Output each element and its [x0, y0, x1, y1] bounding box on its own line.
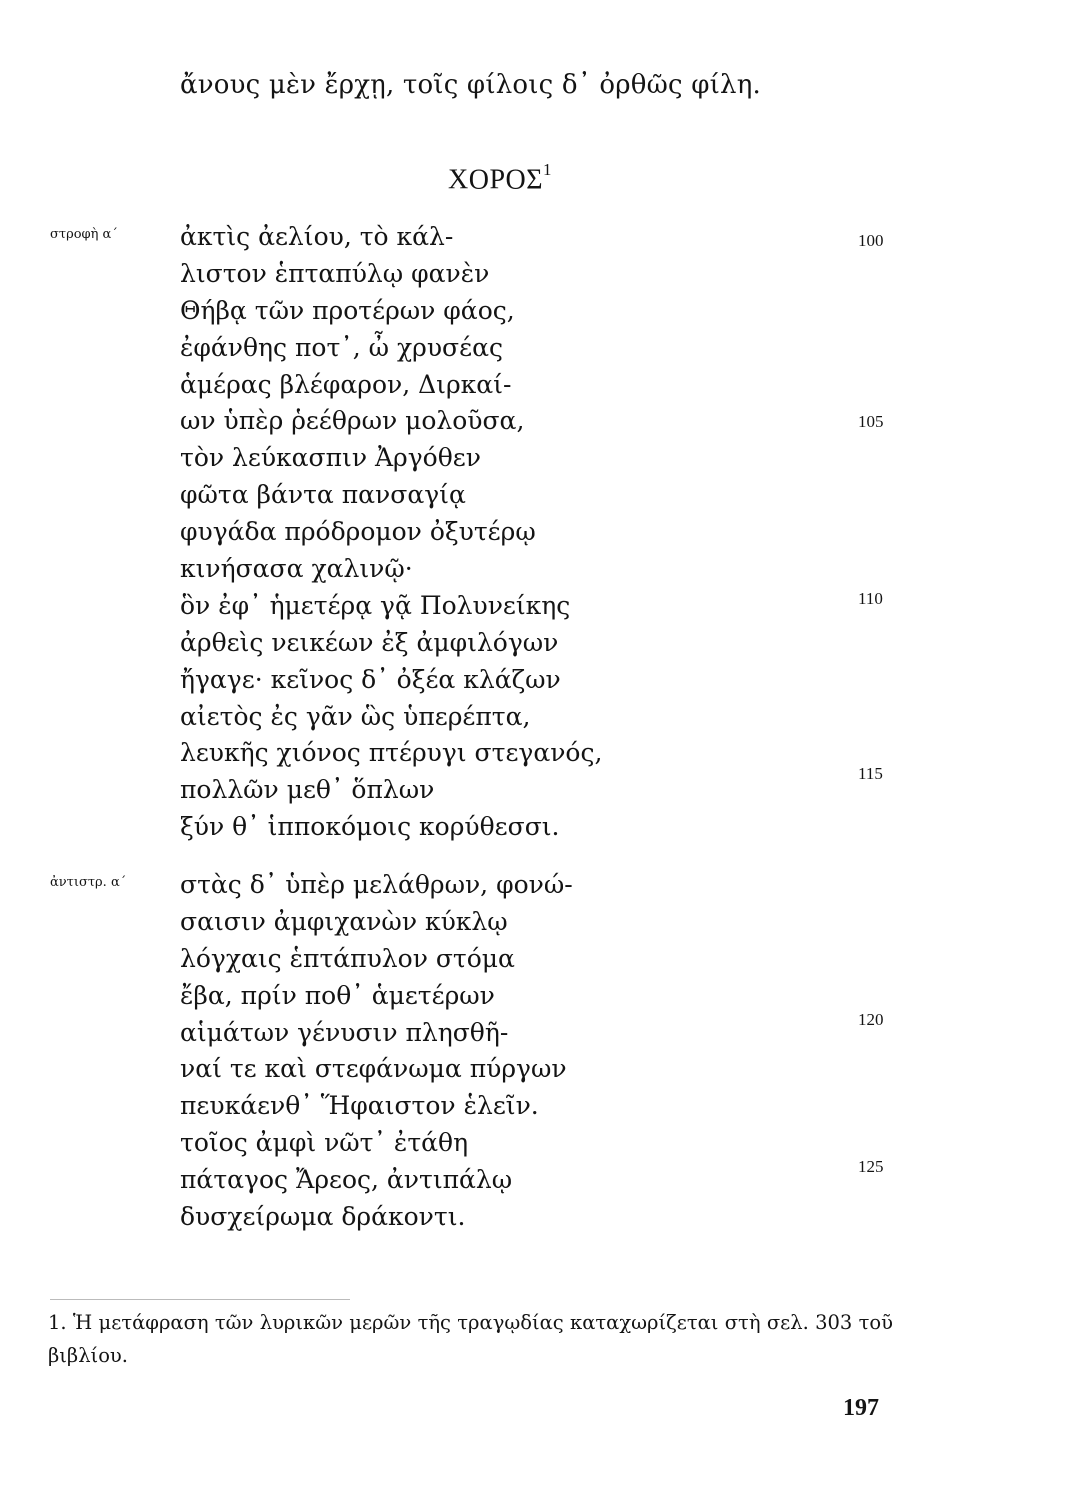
verse-line: αἰετὸς ἐς γᾶν ὣς ὑπερέπτα,: [180, 701, 531, 731]
antistrophe-verse-block: [180, 867, 573, 1236]
verse-line: κινήσασα χαλινῷ·: [180, 554, 413, 584]
verse-line: αἱμάτων γένυσιν πλησθῆ-: [180, 1017, 509, 1047]
verse-line: φυγάδα πρόδρομον ὀξυτέρῳ: [180, 517, 536, 547]
line-number: 100: [858, 231, 884, 250]
verse-line: λιστον ἑπταπύλῳ φανὲν: [180, 258, 490, 288]
verse-line: πευκάενθ᾽ Ἥφαιστον ἑλεῖν.: [180, 1091, 539, 1121]
chorus-heading: [448, 160, 553, 196]
chorus-title: ΧΟΡΟΣ: [448, 164, 544, 196]
verse-line: τὸν λεύκασπιν Ἀργόθεν: [180, 443, 481, 473]
footnote-marker: 1: [543, 160, 553, 179]
verse-line: στὰς δ᾽ ὑπὲρ μελάθρων, φονώ-: [180, 870, 573, 899]
line-number: 120: [858, 1010, 884, 1029]
antistrophe-label: ἀντιστρ. α΄: [50, 875, 127, 890]
verse-line: ναί τε καὶ στεφάνωμα πύργων: [180, 1054, 567, 1084]
verse-line: ων ὑπὲρ ῥεέθρων μολοῦσα,: [180, 406, 525, 436]
verse-line: ἤγαγε· κεῖνος δ᾽ ὀξέα κλάζων: [180, 664, 561, 694]
verse-line: δυσχείρωμα δράκοντι.: [180, 1202, 466, 1232]
verse-line: πολλῶν μεθ᾽ ὅπλων: [180, 775, 435, 805]
verse-line: σαισιν ἀμφιχανὼν κύκλῳ: [180, 906, 508, 936]
page-number: 197: [843, 1395, 879, 1421]
verse-line: Θήβᾳ τῶν προτέρων φάος,: [180, 295, 515, 325]
line-number: 115: [858, 764, 883, 783]
verse-line: πάταγος Ἄρεος, ἀντιπάλῳ: [180, 1165, 513, 1195]
verse-line: λευκῆς χιόνος πτέρυγι στεγανός,: [180, 738, 603, 768]
line-number: 125: [858, 1157, 884, 1176]
verse-line: φῶτα βάντα πανσαγίᾳ: [180, 480, 466, 510]
verse-line: ὃν ἐφ᾽ ἡμετέρᾳ γᾷ Πολυνείκης: [180, 590, 571, 620]
verse-line: ξύν θ᾽ ἱπποκόμοις κορύθεσσι.: [180, 812, 560, 842]
preceding-verse-line: ἄνους μὲν ἔρχῃ, τοῖς φίλοις δ᾽ ὀρθῶς φίλη.: [180, 70, 761, 100]
line-number: 105: [858, 412, 884, 431]
verse-line: τοῖος ἀμφὶ νῶτ᾽ ἐτάθη: [180, 1128, 469, 1158]
verse-line: ἁμέρας βλέφαρον, Διρκαί-: [180, 369, 512, 399]
strophe-verse-block: [180, 219, 602, 846]
verse-line: ἀρθεὶς νεικέων ἐξ ἀμφιλόγων: [180, 627, 559, 657]
verse-line: λόγχαις ἑπτάπυλον στόμα: [180, 943, 515, 973]
verse-line: ἐφάνθης ποτ᾽, ὦ χρυσέας: [180, 332, 503, 362]
footnote: 1. Ἡ μετάφραση τῶν λυρικῶν μερῶν τῆς τραγῳδίας καταχωρίζεται στὴ σελ. 303 τοῦ βιβλίου.: [48, 1311, 893, 1367]
footnote-divider: [50, 1299, 350, 1300]
verse-line: ἀκτὶς ἀελίου, τὸ κάλ-: [180, 222, 454, 251]
verse-line: ἔβα, πρίν ποθ᾽ ἁμετέρων: [180, 980, 495, 1010]
strophe-label: στροφὴ α΄: [50, 227, 118, 242]
line-number: 110: [858, 589, 883, 608]
